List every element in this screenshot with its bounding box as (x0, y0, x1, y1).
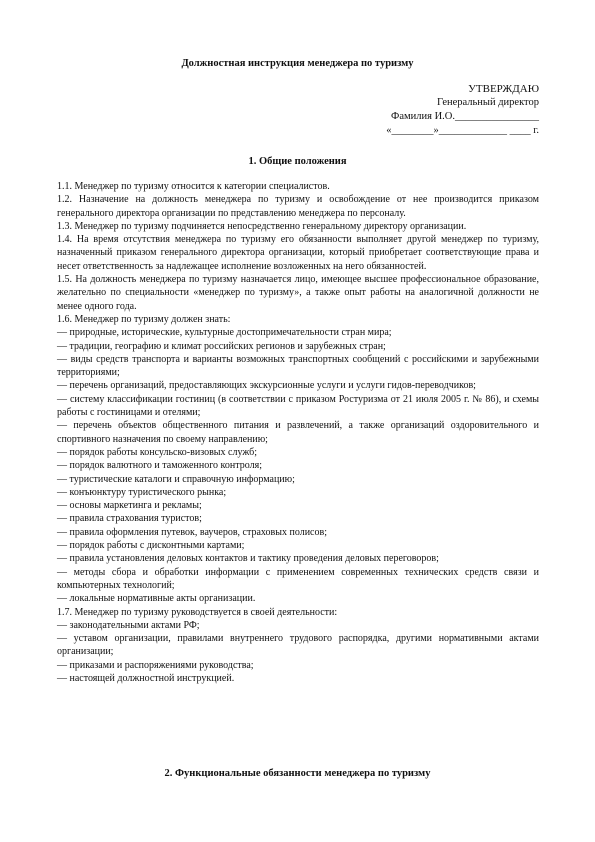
paragraph: — правила установления деловых контактов и тактику проведения деловых переговоров; (57, 553, 439, 565)
paragraph: — локальные нормативные акты организации. (57, 593, 256, 605)
paragraph: — основы маркетинга и рекламы; (57, 500, 202, 512)
approval-line-approve: УТВЕРЖДАЮ (468, 83, 539, 95)
paragraph: 1.4. На время отсутствия менеджера по туризму его обязанности выполняет другой менеджер по туризму, назначенный приказом генерального директора организации, который приобретает соответствующие права и несет ответственность за надлежащее исполнение возложенных на него обязанностей. (57, 234, 539, 272)
approval-line-name: Фамилия И.О.________________ (391, 111, 539, 122)
paragraph: 1.7. Менеджер по туризму руководствуется в своей деятельности: (57, 606, 338, 618)
paragraph: — порядок работы консульско-визовых служб; (57, 446, 257, 458)
approval-block (386, 82, 539, 138)
paragraph: — порядок валютного и таможенного контроля; (57, 460, 262, 472)
paragraph: 1.6. Менеджер по туризму должен знать: (57, 313, 231, 325)
paragraph: — уставом организации, правилами внутреннего трудового распорядка, другими нормативными актами организации; (57, 633, 539, 658)
section-2-title: 2. Функциональные обязанности менеджера по туризму (164, 768, 431, 779)
paragraph: — традиции, географию и климат российских регионов и зарубежных стран; (57, 340, 386, 352)
paragraph: — порядок работы с дисконтными картами; (57, 540, 245, 552)
paragraph: 1.2. Назначение на должность менеджера по туризму и освобождение от нее производится приказом генерального директора организации по представлению менеджера по персоналу. (57, 194, 539, 219)
paragraph: — законодательными актами РФ; (57, 619, 200, 631)
paragraph: — систему классификации гостиниц (в соответствии с приказом Ростуризма от 21 июля 2005 г. № 86), и схемы работы с гостиницами и отелями; (57, 393, 539, 419)
paragraph: 1.5. На должность менеджера по туризму назначается лицо, имеющее высшее профессиональное образование, желательно по специальности «менеджер по туризму», а также опыт работы на аналогичной должности не менее одного года. (57, 274, 539, 312)
paragraph: — природные, исторические, культурные достопримечательности стран мира; (57, 327, 392, 339)
paragraph: 1.1. Менеджер по туризму относится к категории специалистов. (57, 181, 330, 192)
approval-line-position: Генеральный директор (437, 97, 539, 108)
paragraph: — конъюнктуру туристического рынка; (57, 486, 227, 498)
paragraph: — виды средств транспорта и варианты возможных транспортных сообщений с российскими и зарубежными территориями; (57, 353, 539, 379)
paragraph: — туристические каталоги и справочную информацию; (57, 473, 295, 485)
paragraph: — правила страхования туристов; (57, 513, 202, 525)
approval-line-date: «________»_____________ ____ г. (386, 125, 539, 136)
paragraph: 1.3. Менеджер по туризму подчиняется непосредственно генеральному директору организации. (57, 220, 467, 232)
paragraph: — перечень объектов общественного питания и развлечений, а также организаций оздоровительного и спортивного назначения по своему направлению; (57, 420, 539, 445)
paragraph: — методы сбора и обработки информации с применением современных технических средств связи и компьютерных технологий; (57, 566, 539, 591)
section-1-title: 1. Общие положения (248, 156, 347, 167)
paragraph: — правила оформления путевок, ваучеров, страховых полисов; (57, 526, 327, 538)
section-1-body (57, 180, 539, 685)
paragraph: — настоящей должностной инструкцией. (57, 672, 235, 684)
paragraph: — перечень организаций, предоставляющих экскурсионные услуги и услуги гидов-переводчиков; (57, 380, 476, 392)
document-title: Должностная инструкция менеджера по туризму (181, 58, 414, 69)
paragraph: — приказами и распоряжениями руководства; (57, 659, 254, 671)
